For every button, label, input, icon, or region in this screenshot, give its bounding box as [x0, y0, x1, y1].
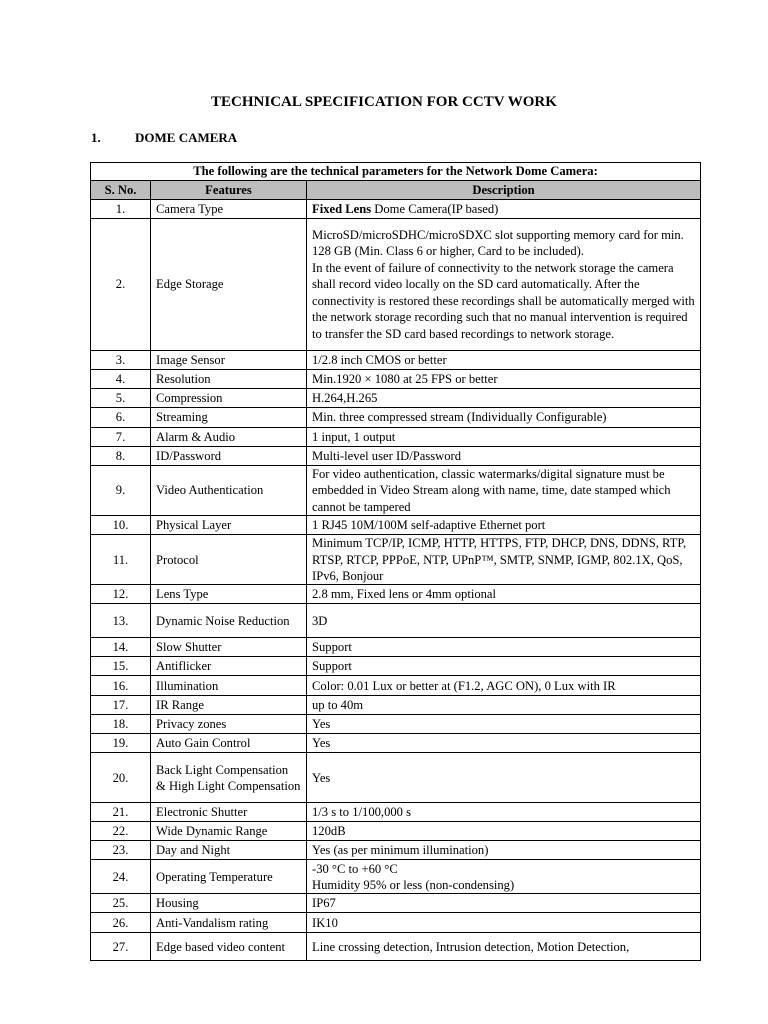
table-row — [91, 933, 701, 961]
table-row — [91, 351, 701, 370]
row-serial-number: 25. — [91, 894, 151, 913]
header-features: Features — [151, 181, 307, 200]
row-feature: Compression — [151, 389, 307, 408]
row-description: Min.1920 × 1080 at 25 FPS or better — [307, 370, 701, 389]
row-description: Minimum TCP/IP, ICMP, HTTP, HTTPS, FTP, DHCP, DNS, DDNS, RTP, RTSP, RTCP, PPPoE, NTP, UPnP™, SMTP, SNMP, IGMP, 802.1X, QoS, IPv6, Bonjour — [307, 535, 701, 585]
table-row — [91, 604, 701, 638]
row-feature: Physical Layer — [151, 516, 307, 535]
table-row — [91, 585, 701, 604]
table-row — [91, 715, 701, 734]
row-feature: Auto Gain Control — [151, 734, 307, 753]
table-row — [91, 638, 701, 657]
row-serial-number: 16. — [91, 676, 151, 696]
section-title: DOME CAMERA — [135, 130, 238, 145]
table-row — [91, 803, 701, 822]
row-description: MicroSD/microSDHC/microSDXC slot supporting memory card for min. 128 GB (Min. Class 6 or higher, Card to be included). In the event of failure of connectivity to the network storage the camera shall record video locally on the SD card automatically. After the connectivity is restored these recordings shall be automatically merged with the network storage recording such that no manual intervention is required to transfer the SD card based recordings to network storage. — [307, 219, 701, 351]
row-serial-number: 11. — [91, 535, 151, 585]
row-description-bold: Fixed Lens — [312, 201, 372, 216]
row-feature: Protocol — [151, 535, 307, 585]
section-number: 1. — [91, 130, 101, 145]
row-serial-number: 2. — [91, 219, 151, 351]
row-serial-number: 10. — [91, 516, 151, 535]
row-feature: Dynamic Noise Reduction — [151, 604, 307, 638]
row-description: Yes (as per minimum illumination) — [307, 841, 701, 860]
table-row — [91, 860, 701, 894]
row-serial-number: 1. — [91, 200, 151, 219]
row-description: Line crossing detection, Intrusion detection, Motion Detection, — [307, 933, 701, 961]
row-description: 1/2.8 inch CMOS or better — [307, 351, 701, 370]
row-feature: Alarm & Audio — [151, 428, 307, 447]
row-serial-number: 9. — [91, 466, 151, 516]
table-row — [91, 408, 701, 428]
row-feature: Illumination — [151, 676, 307, 696]
row-serial-number: 12. — [91, 585, 151, 604]
row-description: -30 °C to +60 °C Humidity 95% or less (non-condensing) — [307, 860, 701, 894]
row-description: 3D — [307, 604, 701, 638]
table-row — [91, 370, 701, 389]
row-feature: Antiflicker — [151, 657, 307, 676]
row-serial-number: 19. — [91, 734, 151, 753]
row-serial-number: 14. — [91, 638, 151, 657]
row-serial-number: 27. — [91, 933, 151, 961]
row-serial-number: 7. — [91, 428, 151, 447]
table-caption: The following are the technical parameters for the Network Dome Camera: — [91, 163, 701, 181]
document-title: TECHNICAL SPECIFICATION FOR CCTV WORK — [211, 94, 557, 110]
table-row — [91, 516, 701, 535]
row-description: Yes — [307, 734, 701, 753]
row-serial-number: 6. — [91, 408, 151, 428]
row-feature: Camera Type — [151, 200, 307, 219]
row-feature: Video Authentication — [151, 466, 307, 516]
table-row — [91, 753, 701, 803]
header-description: Description — [307, 181, 701, 200]
row-description: Support — [307, 638, 701, 657]
table-row — [91, 219, 701, 351]
row-description: H.264,H.265 — [307, 389, 701, 408]
row-feature: Operating Temperature — [151, 860, 307, 894]
spec-table-body — [91, 200, 701, 961]
table-row — [91, 822, 701, 841]
row-serial-number: 3. — [91, 351, 151, 370]
row-feature: Privacy zones — [151, 715, 307, 734]
row-serial-number: 24. — [91, 860, 151, 894]
table-row — [91, 894, 701, 913]
row-serial-number: 22. — [91, 822, 151, 841]
row-description — [307, 200, 701, 219]
row-serial-number: 4. — [91, 370, 151, 389]
row-feature: Image Sensor — [151, 351, 307, 370]
row-feature: Housing — [151, 894, 307, 913]
row-description: For video authentication, classic watermarks/digital signature must be embedded in Video Stream along with name, time, date stamped which cannot be tampered — [307, 466, 701, 516]
row-serial-number: 5. — [91, 389, 151, 408]
table-header-row — [91, 181, 701, 200]
row-feature: ID/Password — [151, 447, 307, 466]
row-feature: Resolution — [151, 370, 307, 389]
table-row — [91, 535, 701, 585]
row-serial-number: 13. — [91, 604, 151, 638]
table-caption-row — [91, 163, 701, 181]
row-serial-number: 15. — [91, 657, 151, 676]
row-serial-number: 17. — [91, 696, 151, 715]
row-description: 2.8 mm, Fixed lens or 4mm optional — [307, 585, 701, 604]
spec-table — [90, 162, 701, 961]
row-serial-number: 26. — [91, 913, 151, 933]
row-feature: Back Light Compensation & High Light Compensation — [151, 753, 307, 803]
table-row — [91, 734, 701, 753]
section-heading — [91, 130, 237, 146]
row-description: 120dB — [307, 822, 701, 841]
row-feature: Slow Shutter — [151, 638, 307, 657]
table-row — [91, 696, 701, 715]
row-description: 1/3 s to 1/100,000 s — [307, 803, 701, 822]
table-row — [91, 428, 701, 447]
row-description: 1 input, 1 output — [307, 428, 701, 447]
row-feature: Streaming — [151, 408, 307, 428]
row-description: Min. three compressed stream (Individually Configurable) — [307, 408, 701, 428]
table-row — [91, 841, 701, 860]
table-row — [91, 676, 701, 696]
header-sno: S. No. — [91, 181, 151, 200]
row-description: 1 RJ45 10M/100M self-adaptive Ethernet port — [307, 516, 701, 535]
table-row — [91, 200, 701, 219]
row-description: IK10 — [307, 913, 701, 933]
table-row — [91, 389, 701, 408]
row-serial-number: 21. — [91, 803, 151, 822]
row-serial-number: 20. — [91, 753, 151, 803]
table-row — [91, 466, 701, 516]
row-description: Support — [307, 657, 701, 676]
row-description: IP67 — [307, 894, 701, 913]
table-row — [91, 657, 701, 676]
row-description: Yes — [307, 753, 701, 803]
row-serial-number: 8. — [91, 447, 151, 466]
row-feature: IR Range — [151, 696, 307, 715]
table-row — [91, 913, 701, 933]
table-row — [91, 447, 701, 466]
row-feature: Wide Dynamic Range — [151, 822, 307, 841]
row-feature: Edge based video content — [151, 933, 307, 961]
row-description: up to 40m — [307, 696, 701, 715]
row-feature: Electronic Shutter — [151, 803, 307, 822]
row-serial-number: 18. — [91, 715, 151, 734]
row-serial-number: 23. — [91, 841, 151, 860]
row-feature: Lens Type — [151, 585, 307, 604]
row-description: Multi-level user ID/Password — [307, 447, 701, 466]
row-feature: Anti-Vandalism rating — [151, 913, 307, 933]
row-feature: Day and Night — [151, 841, 307, 860]
row-description-text: Dome Camera(IP based) — [371, 201, 499, 216]
row-feature: Edge Storage — [151, 219, 307, 351]
row-description: Yes — [307, 715, 701, 734]
row-description: Color: 0.01 Lux or better at (F1.2, AGC ON), 0 Lux with IR — [307, 676, 701, 696]
